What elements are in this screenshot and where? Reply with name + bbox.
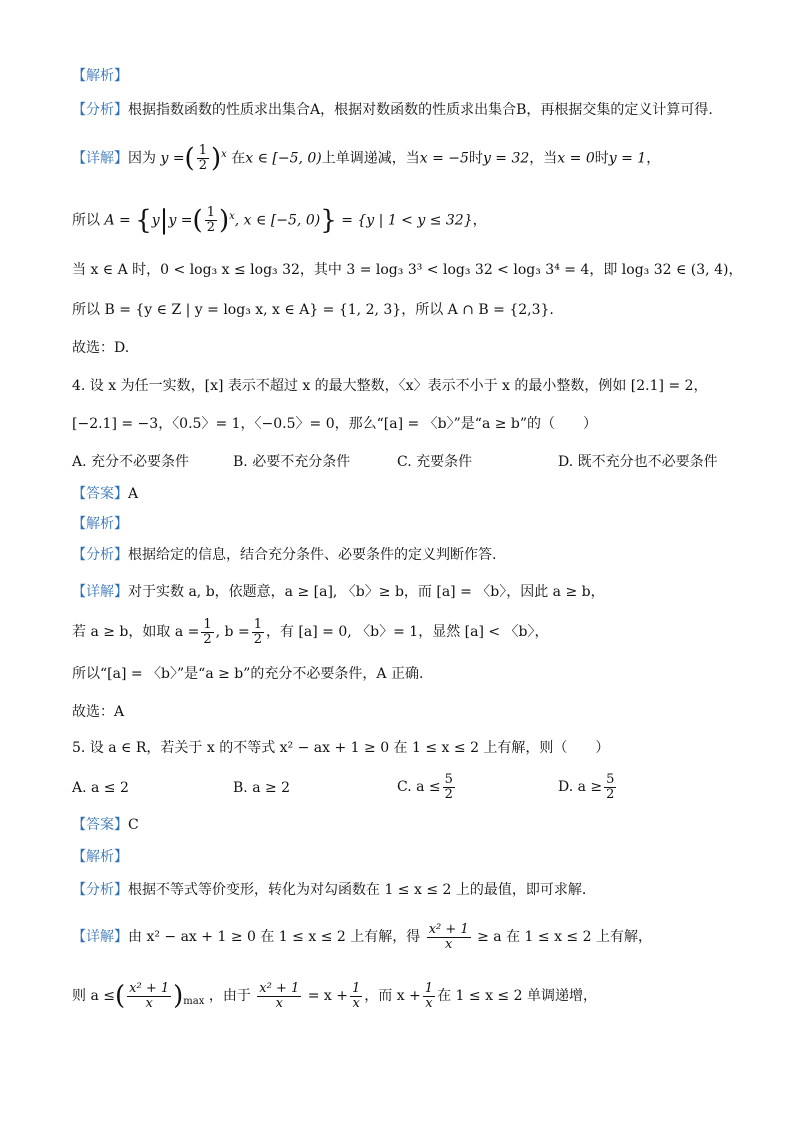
q4-detail-line-2: 若 a ≥ b，如取 a = $\frac{1}{2}$ , b = $\frac{1}{2}$ ，有 [a] = 0, 〈b〉= 1，显然 [a] < 〈b〉， (72, 616, 549, 647)
q5-option-c: C. a ≤ $\frac{5}{2}$ (397, 771, 453, 802)
q4-jiexi-line: 【解析】 (72, 516, 128, 532)
q5-option-b: B. a ≥ 2 (233, 780, 291, 796)
q3-fenxi-line (72, 100, 713, 120)
fenxi-tag: 【分析】 (72, 102, 128, 118)
q4-stem-1: 4. 设 x 为任一实数，[x] 表示不超过 x 的最大整数，〈x〉表示不小于 x 的最小整数，例如 [2.1] = 2， (72, 378, 708, 394)
q4-option-d: D. 既不充分也不必要条件 (558, 454, 718, 470)
q5-answer-line: 【答案】C (72, 817, 139, 833)
q5-option-d: D. a ≥ $\frac{5}{2}$ (558, 771, 615, 802)
half-fraction-2: $\frac{1}{2}$ (206, 205, 215, 236)
q3-detail-line-4: 所以 B = {y ∈ Z | y = log₃ x, x ∈ A} = {1, 2, 3}，所以 A ∩ B = {2,3}. (72, 302, 554, 318)
q3-detail-line-1: 【详解】因为 y =( $\frac{1}{2}$ )$^x$ 在x ∈ [−5, 0)上单调递减，当x = −5时y = 32，当x = 0时y = 1， (72, 143, 661, 174)
q4-answer: A (128, 486, 139, 502)
q4-stem-2: [−2.1] = −3，〈0.5〉= 1，〈−0.5〉= 0，那么“[a] = 〈b〉”是“a ≥ b”的（ ） (72, 416, 598, 432)
half-fraction: $\frac{1}{2}$ (198, 143, 207, 174)
q5-fenxi-line: 【分析】根据不等式等价变形，转化为对勾函数在 1 ≤ x ≤ 2 上的最值，即可求解. (72, 882, 587, 898)
q5-jiexi-line: 【解析】 (72, 849, 128, 865)
q5-detail-line-1: 【详解】由 x² − ax + 1 ≥ 0 在 1 ≤ x ≤ 2 上有解，得 $\frac{\text{x² + 1}}{x}$ ≥ a 在 1 ≤ x ≤ 2 上有解， (72, 921, 652, 952)
q3-fenxi-text: 根据指数函数的性质求出集合A，根据对数函数的性质求出集合B，再根据交集的定义计算可得. (128, 102, 713, 118)
exp-function: y = (160, 150, 185, 167)
q5-answer: C (128, 817, 139, 833)
q5-option-a: A. a ≤ 2 (72, 780, 129, 796)
q3-detail-line-3: 当 x ∈ A 时，0 < log₃ x ≤ log₃ 32，其中 3 = log₃ 3³ < log₃ 32 < log₃ 3⁴ = 4，即 log₃ 32 ∈ (3, 4)， (72, 262, 743, 278)
q3-jiexi-line (72, 66, 128, 86)
daan-tag: 【答案】 (72, 486, 128, 502)
q3-conclusion: 故选：D. (72, 340, 130, 356)
q4-conclusion: 故选：A (72, 704, 125, 720)
q3-detail-line-2: 所以 A = {y|y =( $\frac{1}{2}$ )$^x$, x ∈ [−5, 0)} = {y | 1 < y ≤ 32}， (72, 205, 487, 236)
q5-stem: 5. 设 a ∈ R，若关于 x 的不等式 x² − ax + 1 ≥ 0 在 1 ≤ x ≤ 2 上有解，则（ ） (72, 740, 610, 756)
xiangjie-tag: 【详解】 (72, 150, 128, 167)
q4-detail-line-3: 所以“[a] = 〈b〉”是“a ≥ b”的充分不必要条件，A 正确. (72, 666, 424, 682)
jiexi-tag: 【解析】 (72, 68, 128, 84)
q4-detail-line-1: 【详解】对于实数 a, b，依题意，a ≥ [a], 〈b〉≥ b，而 [a] = 〈b〉，因此 a ≥ b， (72, 584, 605, 600)
q5-detail-line-2: 则 a ≤( $\frac{\text{x² + 1}}{x}$ )$_{max}$ ，由于 $\frac{\text{x² + 1}}{x}$ = x + $\frac{1}{x}$ ，而 x + $\frac{1}{x}$ 在 1 ≤ x ≤ 2 单调递增， (72, 980, 597, 1011)
q4-fenxi-line: 【分析】根据给定的信息，结合充分条件、必要条件的定义判断作答. (72, 547, 497, 563)
q4-option-c: C. 充要条件 (397, 454, 473, 470)
q4-option-b: B. 必要不充分条件 (233, 454, 351, 470)
q4-option-a: A. 充分不必要条件 (72, 454, 190, 470)
q4-answer-line (72, 484, 138, 504)
